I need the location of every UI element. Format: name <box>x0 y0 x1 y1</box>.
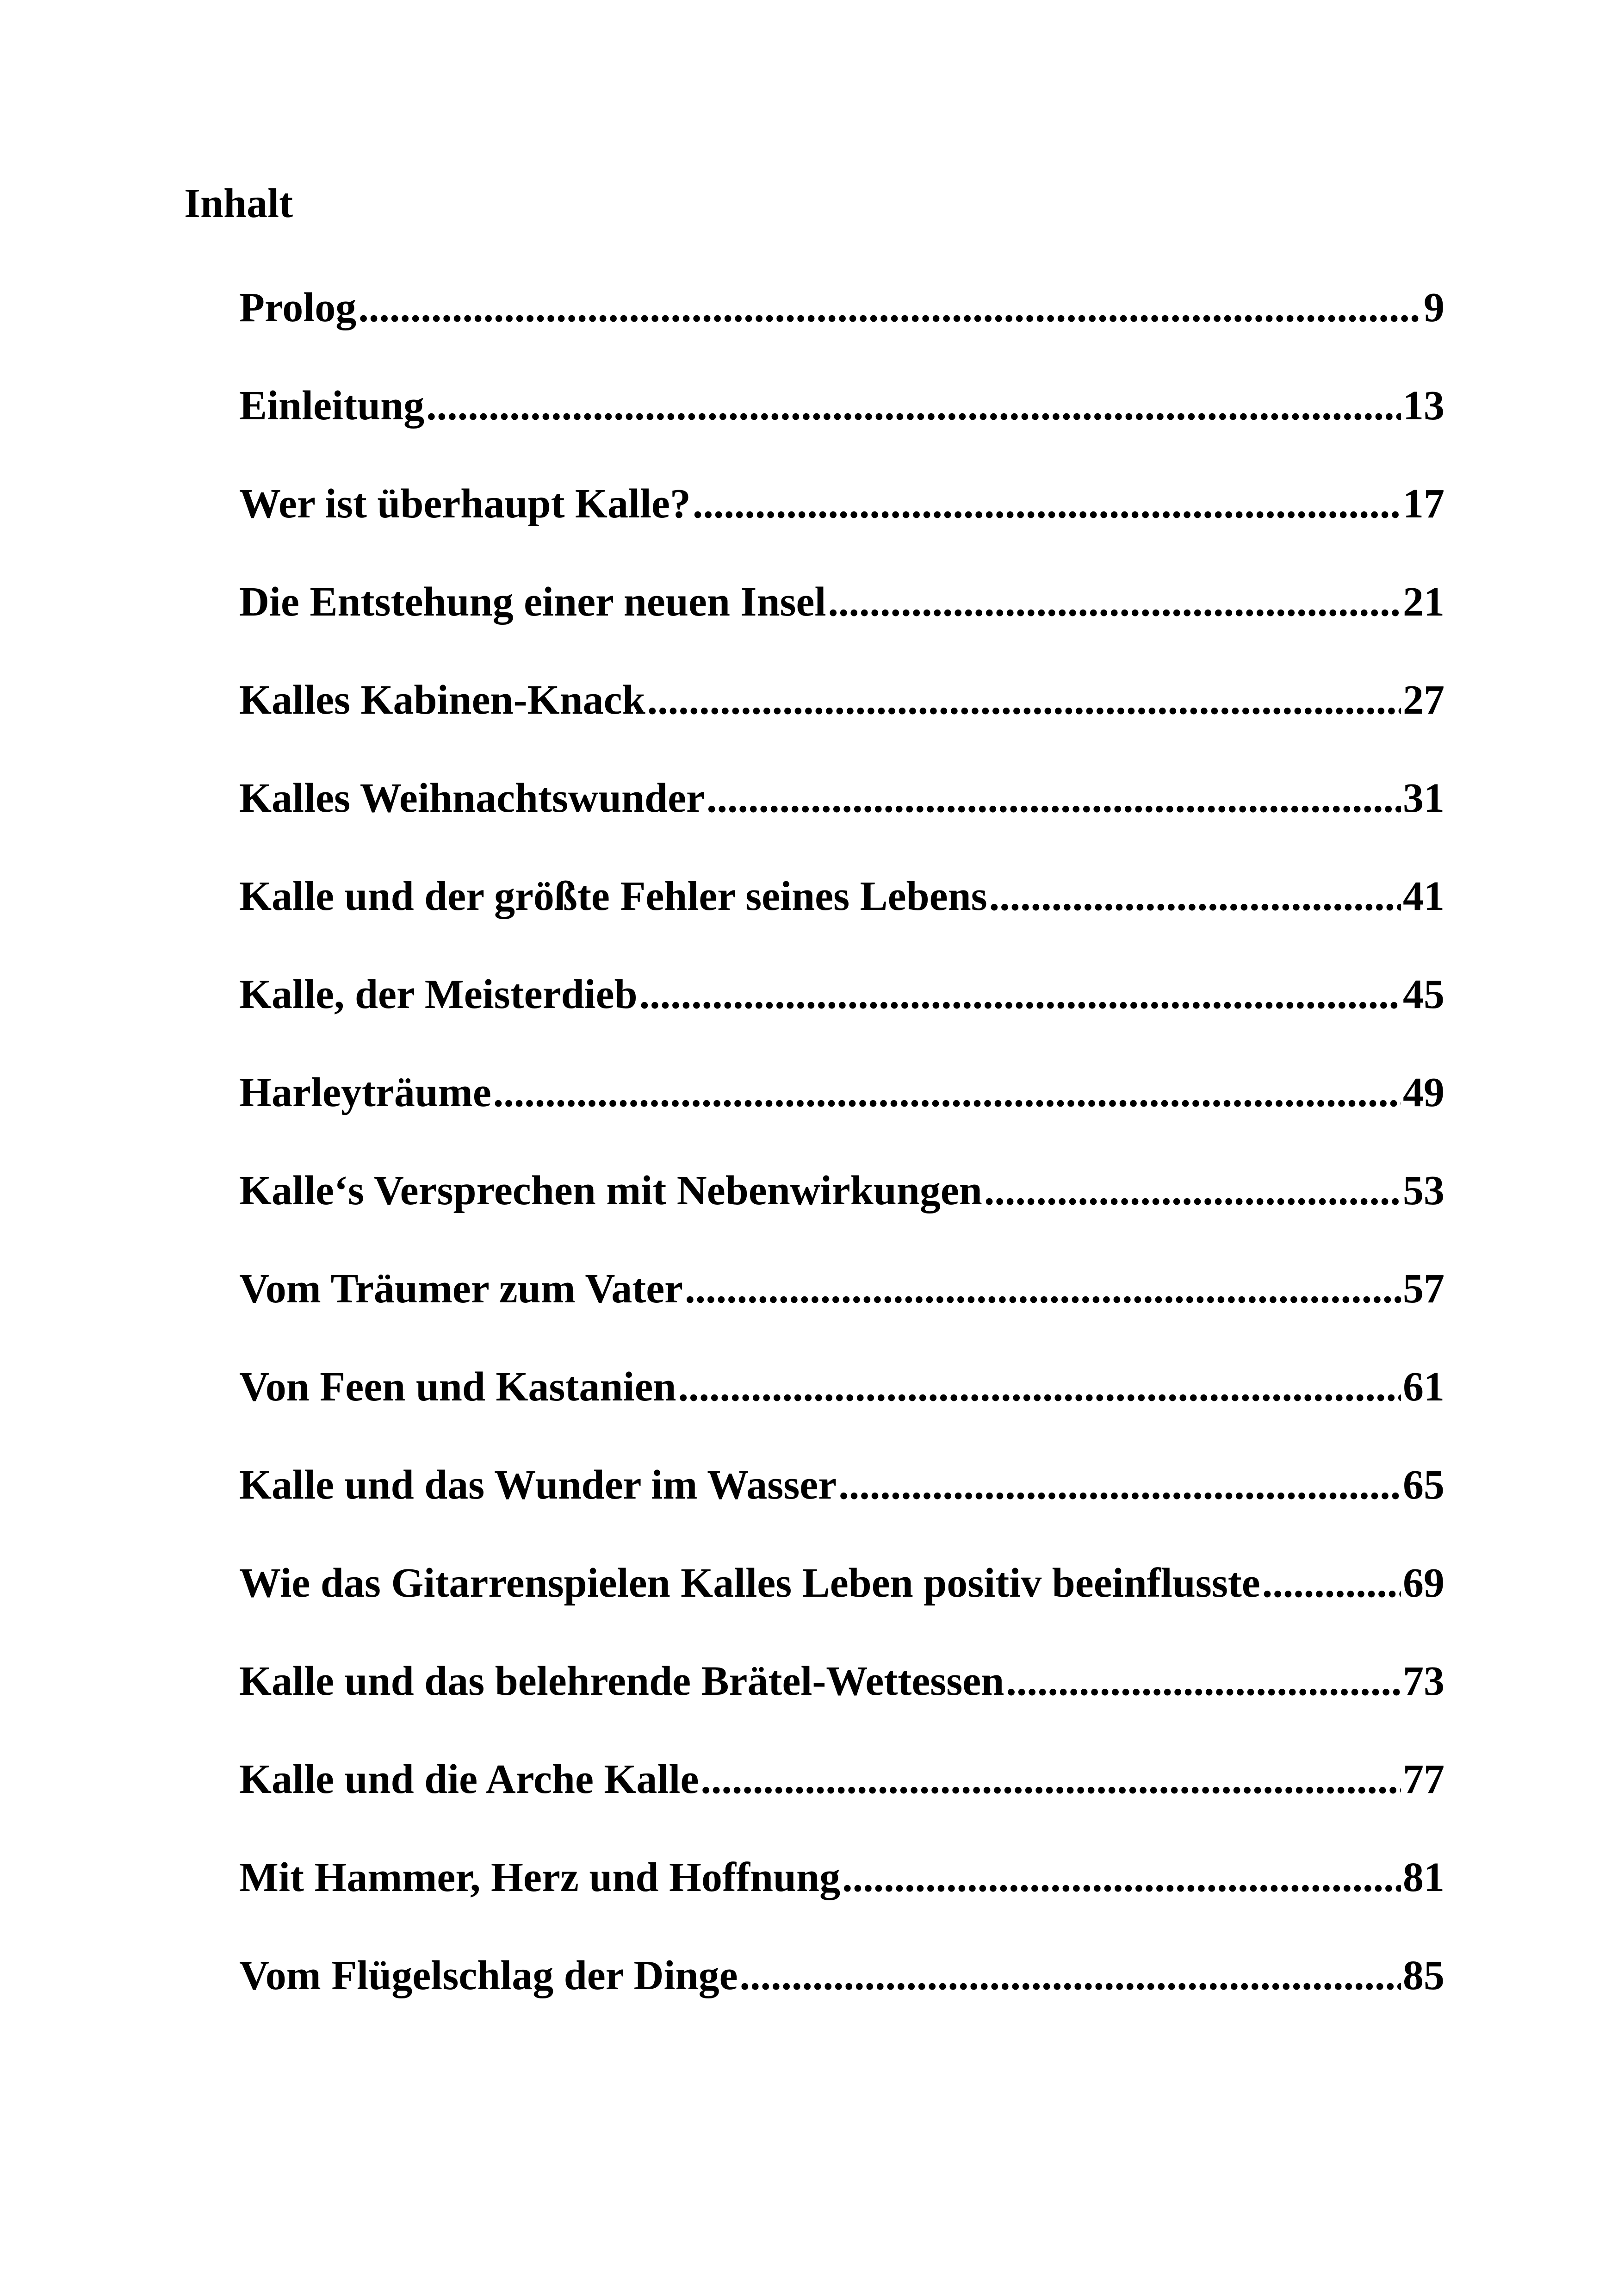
toc-leader-dots <box>647 679 1401 721</box>
toc-entry-page: 41 <box>1403 873 1444 919</box>
toc-leader-dots <box>838 1464 1401 1506</box>
toc-entry[interactable] <box>239 1268 1444 1366</box>
toc-entry[interactable] <box>239 287 1444 385</box>
toc-leader-dots <box>828 581 1401 623</box>
toc-entry-page: 73 <box>1403 1658 1444 1704</box>
toc-entry[interactable] <box>239 1366 1444 1464</box>
toc-entry[interactable] <box>239 483 1444 581</box>
toc-entry[interactable] <box>239 1464 1444 1562</box>
toc-entry-title: Mit Hammer, Herz und Hoffnung <box>239 1854 841 1900</box>
toc-entry[interactable] <box>239 385 1444 483</box>
toc-entry-page: 49 <box>1403 1070 1444 1115</box>
toc-leader-dots <box>693 483 1401 525</box>
toc-entry-page: 81 <box>1403 1854 1444 1900</box>
toc-entry-title: Kalle und die Arche Kalle <box>239 1756 699 1802</box>
toc-leader-dots <box>685 1268 1401 1310</box>
toc-leader-dots <box>740 1955 1401 1997</box>
toc-entry-page: 13 <box>1403 383 1444 429</box>
toc-entry-title: Harleyträume <box>239 1070 491 1115</box>
toc-entry[interactable] <box>239 1756 1444 1857</box>
toc-entry-title: Wer ist überhaupt Kalle? <box>239 481 691 527</box>
toc-entry-title: Von Feen und Kastanien <box>239 1364 676 1410</box>
toc-entry-title: Die Entstehung einer neuen Insel <box>239 579 826 625</box>
toc-entry-page: 61 <box>1403 1364 1444 1410</box>
toc-entry[interactable] <box>239 1854 1444 1955</box>
toc-entry-title: Einleitung <box>239 383 425 429</box>
toc-entry[interactable] <box>239 581 1444 679</box>
toc-entry-title: Kalle und das Wunder im Wasser <box>239 1462 837 1508</box>
toc-leader-dots <box>707 778 1401 819</box>
toc-leader-dots <box>984 1170 1401 1212</box>
toc-entry-title: Kalle und der größte Fehler seines Lebens <box>239 873 987 919</box>
toc-entry[interactable] <box>239 971 1444 1072</box>
toc-entry-page: 17 <box>1403 481 1444 527</box>
toc-entry[interactable] <box>239 679 1444 778</box>
toc-entry[interactable] <box>239 775 1444 876</box>
toc-leader-dots <box>358 287 1422 329</box>
toc-entry-title: Kalles Weihnachtswunder <box>239 775 705 821</box>
page-title: Inhalt <box>184 180 293 226</box>
toc-entry-page: 45 <box>1403 971 1444 1017</box>
toc-leader-dots <box>493 1072 1401 1114</box>
toc-entry-page: 31 <box>1403 775 1444 821</box>
toc-entry-title: Wie das Gitarrenspielen Kalles Leben positiv beeinflusste <box>239 1560 1260 1606</box>
table-of-contents <box>239 287 1444 2053</box>
toc-leader-dots <box>989 876 1401 917</box>
toc-leader-dots <box>1006 1661 1401 1702</box>
toc-entry-page: 21 <box>1403 579 1444 625</box>
toc-leader-dots <box>426 385 1401 427</box>
toc-entry[interactable] <box>239 1955 1444 2053</box>
toc-entry-title: Kalles Kabinen-Knack <box>239 677 645 723</box>
toc-entry-page: 85 <box>1403 1953 1444 1998</box>
toc-leader-dots <box>842 1857 1401 1898</box>
toc-entry-page: 69 <box>1403 1560 1444 1606</box>
toc-leader-dots <box>639 974 1401 1015</box>
toc-entry-page: 53 <box>1403 1168 1444 1213</box>
toc-entry[interactable] <box>239 1658 1444 1759</box>
toc-entry-title: Kalle‘s Versprechen mit Nebenwirkungen <box>239 1168 982 1213</box>
toc-entry-title: Prolog <box>239 285 357 330</box>
toc-entry-title: Vom Flügelschlag der Dinge <box>239 1953 738 1998</box>
toc-entry-title: Kalle, der Meisterdieb <box>239 971 638 1017</box>
toc-leader-dots <box>1262 1562 1401 1604</box>
toc-entry-page: 9 <box>1424 285 1444 330</box>
toc-entry[interactable] <box>239 1562 1444 1661</box>
toc-leader-dots <box>678 1366 1401 1408</box>
toc-entry-page: 65 <box>1403 1462 1444 1508</box>
toc-entry-title: Vom Träumer zum Vater <box>239 1266 683 1312</box>
toc-entry[interactable] <box>239 873 1444 974</box>
toc-entry[interactable] <box>239 1170 1444 1268</box>
toc-entry[interactable] <box>239 1072 1444 1170</box>
toc-leader-dots <box>701 1759 1401 1800</box>
toc-entry-title: Kalle und das belehrende Brätel-Wettessen <box>239 1658 1004 1704</box>
toc-entry-page: 57 <box>1403 1266 1444 1312</box>
toc-entry-page: 77 <box>1403 1756 1444 1802</box>
toc-entry-page: 27 <box>1403 677 1444 723</box>
